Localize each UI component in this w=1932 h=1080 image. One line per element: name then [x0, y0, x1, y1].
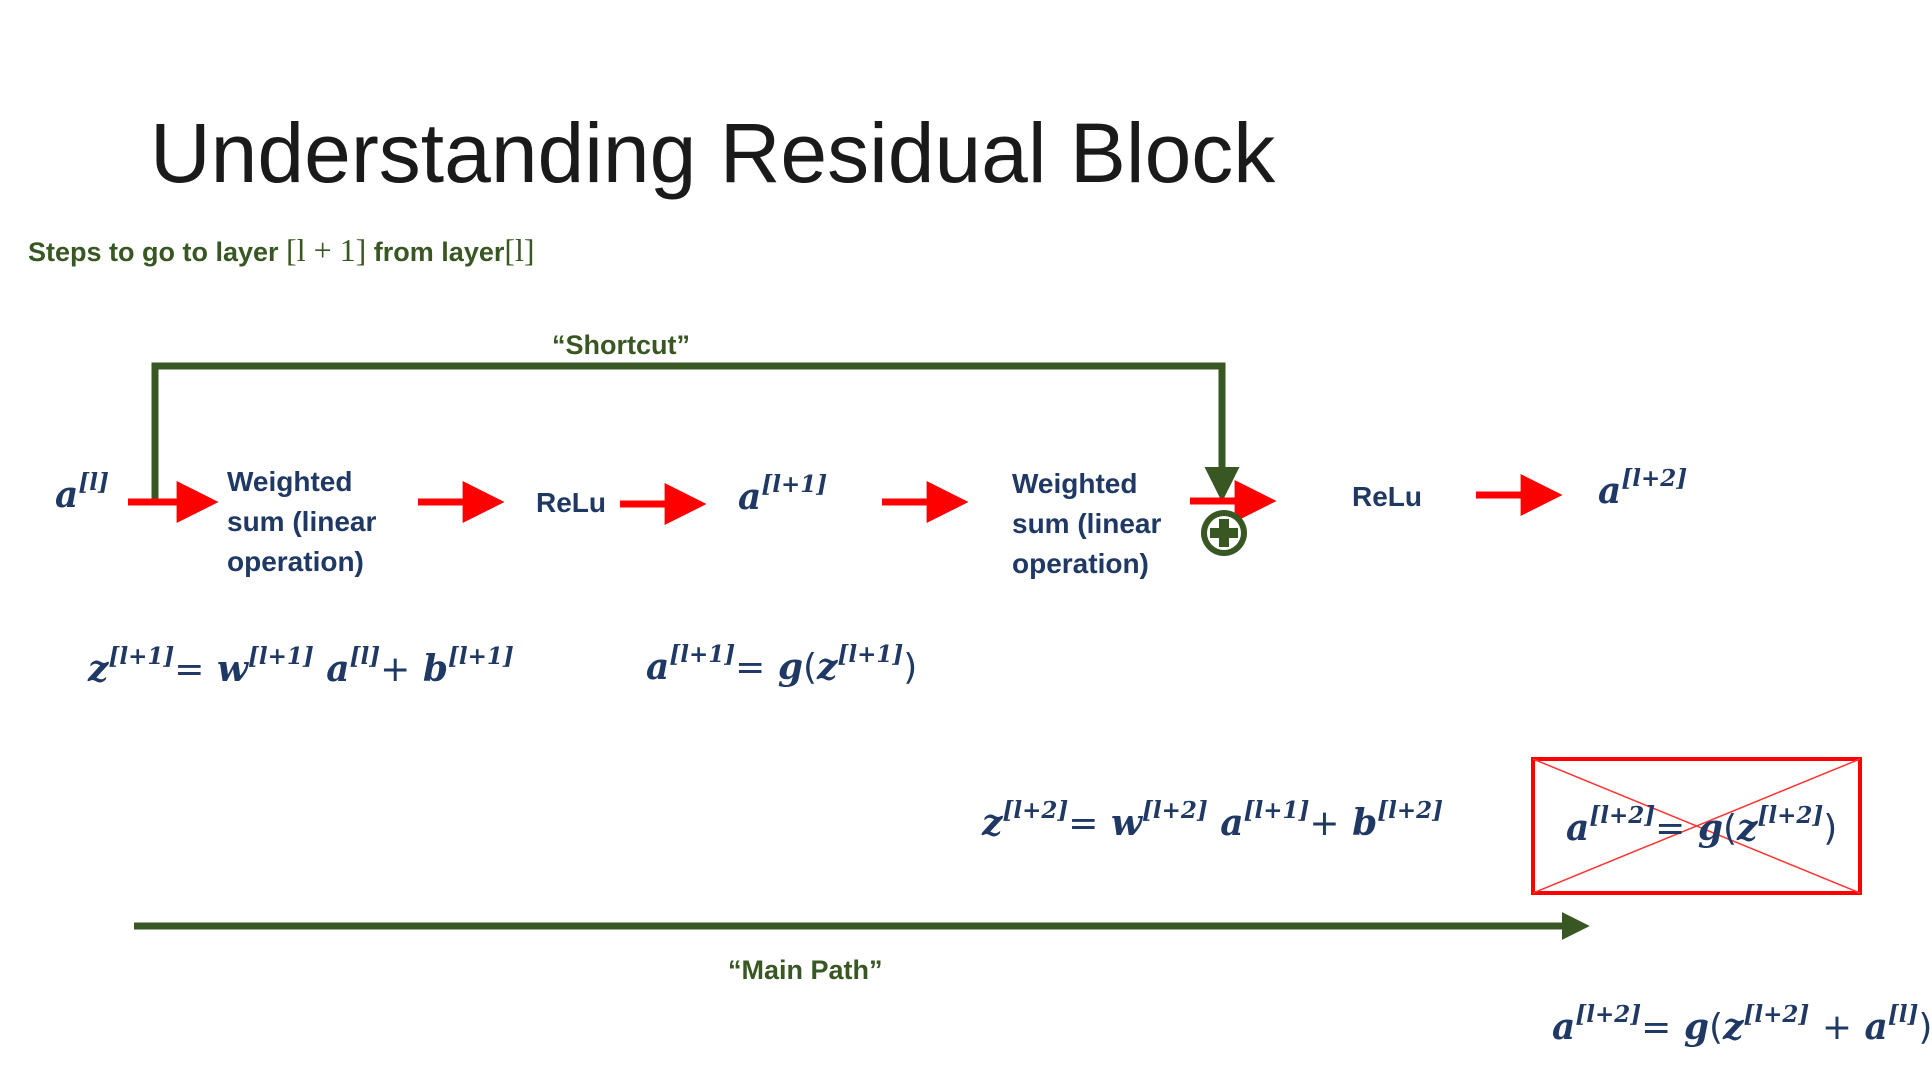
weighted-sum-2 [1012, 464, 1161, 584]
relu-2: ReLu [1352, 481, 1422, 512]
weighted-sum-2-line-3: operation) [1012, 548, 1149, 579]
weighted-sum-1 [227, 462, 376, 582]
node-a-l: a[l] [55, 468, 109, 516]
relu-1: ReLu [536, 487, 606, 518]
weighted-sum-1-line-2: sum (linear [227, 506, 377, 537]
equation-a-l1: a[l+1]= g(z[l+1]) [646, 640, 918, 688]
weighted-sum-1-line-1: Weighted [227, 466, 353, 497]
main-path-label: “Main Path” [728, 955, 883, 985]
steps-math-source: [l] [504, 232, 535, 268]
node-a-l2: a[l+2] [1598, 464, 1688, 512]
shortcut-label: “Shortcut” [552, 330, 690, 360]
equation-a-l2-crossed: a[l+2]= g(z[l+2]) [1566, 801, 1838, 849]
steps-mid: from layer [366, 237, 505, 267]
node-a-l1: a[l+1] [738, 470, 828, 518]
equation-z-l1: z[l+1]= w[l+1] a[l]+ b[l+1] [88, 642, 514, 690]
steps-prefix: Steps to go to layer [28, 237, 287, 267]
steps-math-target: [l + 1] [286, 232, 367, 268]
equation-a-l2-residual: a[l+2]= g(z[l+2] + a[l]) [1552, 1000, 1932, 1048]
weighted-sum-1-line-3: operation) [227, 546, 364, 577]
equation-z-l2: z[l+2]= w[l+2] a[l+1]+ b[l+2] [982, 796, 1444, 844]
weighted-sum-2-line-1: Weighted [1012, 468, 1138, 499]
slide-title: Understanding Residual Block [150, 106, 1276, 200]
add-circle-icon [1201, 510, 1247, 556]
weighted-sum-2-line-2: sum (linear [1012, 508, 1162, 539]
